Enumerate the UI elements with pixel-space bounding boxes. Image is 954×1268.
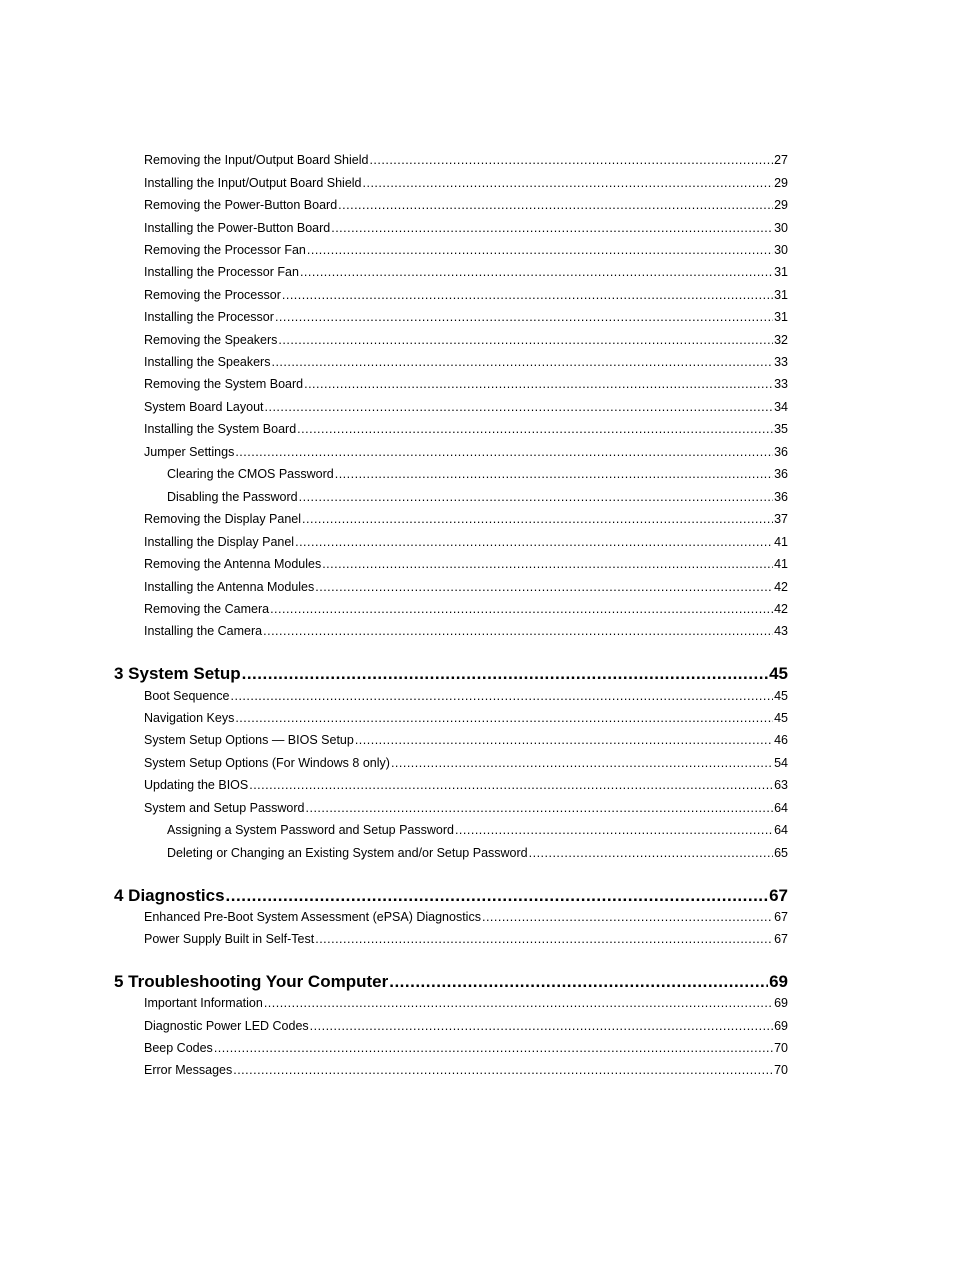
dot-leader [263,624,773,638]
toc-chapter[interactable] [114,664,788,684]
toc-entry-title: Updating the BIOS [144,778,249,792]
toc-page-number: 67 [774,932,788,946]
dot-leader [302,512,773,526]
toc-entry-title: System Setup Options (For Windows 8 only) [144,756,390,770]
toc-page-number: 46 [774,733,788,747]
dot-leader [315,580,773,594]
toc-entry-title: 3 System Setup [114,664,241,683]
toc-entry-title: Navigation Keys [144,711,235,725]
toc-page-number: 65 [774,846,788,860]
toc-entry-title: Jumper Settings [144,445,235,459]
toc-entry[interactable] [167,490,788,504]
toc-page-number: 36 [774,445,788,459]
toc-entry-title: Clearing the CMOS Password [167,467,334,481]
dot-leader [235,445,773,459]
toc-page-number: 36 [774,490,788,504]
toc-page-number: 34 [774,400,788,414]
toc-chapter[interactable] [114,972,788,992]
toc-page-number: 69 [769,972,788,991]
dot-leader [322,557,773,571]
dot-leader [391,756,773,770]
dot-leader [226,886,769,906]
dot-leader [306,801,774,815]
toc-entry[interactable] [144,801,788,815]
toc-entry[interactable] [144,932,788,946]
toc-entry[interactable] [167,823,788,837]
toc-entry-title: Removing the Power-Button Board [144,198,338,212]
dot-leader [355,733,773,747]
dot-leader [338,198,773,212]
toc-entry-title: Removing the Processor Fan [144,243,306,257]
toc-entry-title: Error Messages [144,1063,233,1077]
toc-page-number: 31 [774,310,788,324]
dot-leader [335,467,773,481]
dot-leader [265,400,774,414]
dot-leader [304,377,773,391]
dot-leader [455,823,773,837]
dot-leader [482,910,773,924]
toc-entry[interactable] [144,333,788,347]
toc-entry[interactable] [144,910,788,924]
toc-entry-title: Enhanced Pre-Boot System Assessment (ePSA) Diagnostics [144,910,481,924]
dot-leader [297,422,773,436]
toc-entry[interactable] [144,778,788,792]
toc-page-number: 41 [774,535,788,549]
toc-entry[interactable] [144,445,788,459]
toc-page-number: 29 [774,198,788,212]
toc-page-number: 32 [774,333,788,347]
toc-page-number: 69 [774,996,788,1010]
dot-leader [242,664,768,684]
dot-leader [275,310,773,324]
toc-entry-title: Removing the Processor [144,288,281,302]
toc-entry-title: Installing the Processor Fan [144,265,299,279]
toc-entry-title: System Setup Options — BIOS Setup [144,733,354,747]
toc-entry-title: Installing the Display Panel [144,535,295,549]
dot-leader [282,288,773,302]
toc-entry[interactable] [144,176,788,190]
dot-leader [231,689,774,703]
dot-leader [295,535,773,549]
toc-page-number: 45 [769,664,788,683]
dot-leader [315,932,773,946]
toc-entry-title: Disabling the Password [167,490,298,504]
dot-leader [249,778,773,792]
toc-page-number: 63 [774,778,788,792]
toc-entry-title: Installing the Processor [144,310,274,324]
toc-entry-title: Installing the Speakers [144,355,271,369]
dot-leader [235,711,773,725]
toc-page-number: 31 [774,265,788,279]
toc-entry-title: Removing the Antenna Modules [144,557,322,571]
toc-entry[interactable] [144,265,788,279]
toc-entry-title: 4 Diagnostics [114,886,225,905]
dot-leader [214,1041,773,1055]
toc-chapter[interactable] [114,886,788,906]
toc-entry[interactable] [144,153,788,167]
toc-entry[interactable] [144,580,788,594]
toc-entry[interactable] [144,711,788,725]
toc-page-number: 70 [774,1063,788,1077]
toc-page-number: 69 [774,1019,788,1033]
toc-page-number: 35 [774,422,788,436]
toc-page-number: 45 [774,711,788,725]
toc-entry[interactable] [144,400,788,414]
toc-entry-title: Removing the Camera [144,602,270,616]
dot-leader [300,265,773,279]
toc-entry[interactable] [144,1063,788,1077]
toc-page-number: 33 [774,377,788,391]
toc-entry-title: Installing the Camera [144,624,263,638]
toc-entry[interactable] [144,756,788,770]
toc-entry[interactable] [144,377,788,391]
dot-leader [271,355,773,369]
toc-entry-title: System Board Layout [144,400,264,414]
toc-entry-title: Boot Sequence [144,689,230,703]
toc-page-number: 64 [774,801,788,815]
toc-entry[interactable] [144,557,788,571]
toc-entry[interactable] [144,310,788,324]
toc-page-number: 42 [774,580,788,594]
dot-leader [307,243,773,257]
toc-entry[interactable] [144,624,788,638]
toc-entry-title: Installing the Power-Button Board [144,221,331,235]
toc-entry[interactable] [144,422,788,436]
toc-page-number: 31 [774,288,788,302]
toc-entry-title: Power Supply Built in Self-Test [144,932,315,946]
toc-entry-title: 5 Troubleshooting Your Computer [114,972,389,991]
toc-entry[interactable] [167,467,788,481]
toc-page-number: 42 [774,602,788,616]
toc-page-number: 67 [769,886,788,905]
toc-entry[interactable] [144,1019,788,1033]
dot-leader [278,333,773,347]
dot-leader [529,846,773,860]
toc-entry-title: Beep Codes [144,1041,213,1055]
toc-entry[interactable] [144,288,788,302]
toc-entry-title: System and Setup Password [144,801,305,815]
toc-page-number: 37 [774,512,788,526]
dot-leader [310,1019,773,1033]
toc-page-number: 29 [774,176,788,190]
toc-page-number: 30 [774,243,788,257]
toc-entry[interactable] [144,198,788,212]
toc-page-number: 30 [774,221,788,235]
toc-page-number: 67 [774,910,788,924]
toc-entry-title: Installing the Antenna Modules [144,580,315,594]
toc-entry-title: Assigning a System Password and Setup Password [167,823,454,837]
dot-leader [389,972,768,992]
dot-leader [369,153,773,167]
toc-entry[interactable] [144,1041,788,1055]
dot-leader [363,176,774,190]
toc-page-number: 54 [774,756,788,770]
toc-entry-title: Installing the Input/Output Board Shield [144,176,362,190]
toc-page-number: 33 [774,355,788,369]
toc-page-number: 45 [774,689,788,703]
toc-entry[interactable] [144,221,788,235]
toc-entry[interactable] [144,733,788,747]
toc-entry[interactable] [144,512,788,526]
toc-entry-title: Removing the System Board [144,377,304,391]
dot-leader [270,602,773,616]
toc-entry[interactable] [144,355,788,369]
toc-entry[interactable] [144,689,788,703]
toc-entry-title: Deleting or Changing an Existing System and/or Setup Password [167,846,528,860]
toc-page-number: 70 [774,1041,788,1055]
toc-entry-title: Diagnostic Power LED Codes [144,1019,309,1033]
toc-entry-title: Installing the System Board [144,422,297,436]
toc-entry-title: Removing the Display Panel [144,512,302,526]
toc-entry-title: Removing the Input/Output Board Shield [144,153,369,167]
toc-page-number: 64 [774,823,788,837]
toc-entry[interactable] [167,846,788,860]
toc-page-number: 43 [774,624,788,638]
dot-leader [331,221,773,235]
dot-leader [233,1063,773,1077]
toc-entry[interactable] [144,243,788,257]
toc-entry-title: Important Information [144,996,263,1010]
dot-leader [299,490,773,504]
toc-entry[interactable] [144,535,788,549]
toc-entry[interactable] [144,602,788,616]
toc-page-number: 27 [774,153,788,167]
toc-entry-title: Removing the Speakers [144,333,278,347]
dot-leader [264,996,773,1010]
toc-entry[interactable] [144,996,788,1010]
toc-page-number: 36 [774,467,788,481]
toc-page-number: 41 [774,557,788,571]
